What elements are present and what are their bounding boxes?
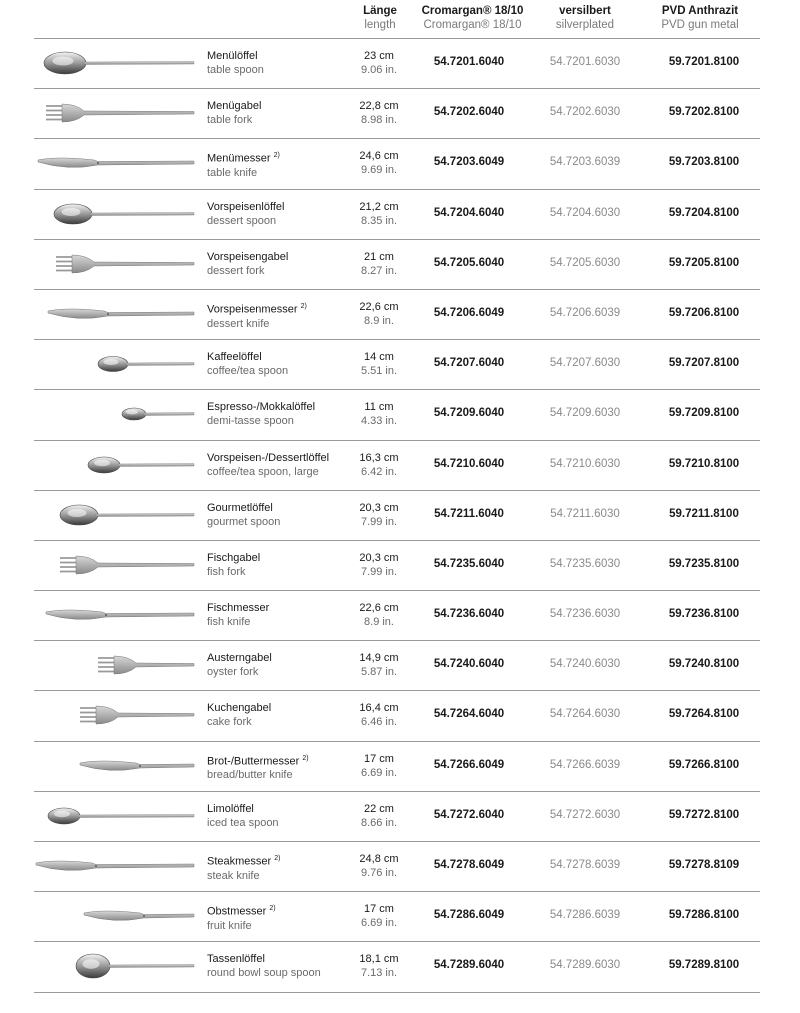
item-length bbox=[354, 149, 404, 177]
silverplated-article-number: 54.7272.6030 bbox=[549, 808, 621, 821]
item-name-de: Obstmesser $^{2)}$ bbox=[207, 905, 276, 918]
item-name-en: dessert knife bbox=[207, 317, 270, 330]
footnote-marker: 2) bbox=[302, 754, 309, 762]
item-name-de: Fischmesser bbox=[207, 602, 270, 615]
item-name-de: Fischgabel bbox=[207, 551, 261, 564]
silverplated-article-number: 54.7289.6030 bbox=[549, 959, 621, 972]
length-cm: 22,6 cm bbox=[359, 602, 399, 615]
item-name-en: dessert spoon bbox=[207, 214, 277, 227]
pvd-article-number: 59.7264.8100 bbox=[668, 708, 740, 721]
cromargan-article-number: 54.7207.6040 bbox=[433, 357, 505, 370]
item-names bbox=[207, 852, 281, 883]
length-in: 8.98 in. bbox=[360, 114, 398, 127]
pvd-article-number: 59.7201.8100 bbox=[668, 56, 740, 68]
length-in: 8.9 in. bbox=[364, 616, 394, 629]
item-length bbox=[354, 300, 404, 328]
item-name-en: table fork bbox=[207, 114, 253, 127]
table-row bbox=[34, 138, 760, 188]
silverplated-article-number: 54.7240.6030 bbox=[549, 658, 621, 671]
length-header-de: Länge bbox=[363, 5, 397, 17]
item-name-en: oyster fork bbox=[207, 666, 259, 679]
silverplated-header-en: silverplated bbox=[555, 19, 615, 31]
item-length bbox=[354, 902, 404, 930]
item-names bbox=[207, 400, 315, 428]
pvd-article-number: 59.7202.8100 bbox=[668, 106, 740, 119]
item-name-en: bread/butter knife bbox=[207, 769, 293, 782]
length-in: 6.69 in. bbox=[360, 917, 398, 930]
table-row bbox=[34, 38, 760, 88]
item-name-de: Vorspeisen-/Dessertlöffel bbox=[207, 451, 330, 464]
item-name-en: fruit knife bbox=[207, 919, 252, 932]
cromargan-article-number: 54.7204.6040 bbox=[433, 206, 505, 219]
item-names bbox=[207, 802, 279, 830]
item-name-de: Espresso-/Mokkalöffel bbox=[207, 401, 316, 414]
length-in: 8.66 in. bbox=[360, 816, 398, 829]
table-row bbox=[34, 891, 760, 941]
item-names bbox=[207, 752, 309, 783]
cromargan-article-number: 54.7272.6040 bbox=[433, 808, 505, 821]
item-names bbox=[207, 250, 288, 278]
item-length bbox=[354, 752, 404, 780]
item-name-en: fish fork bbox=[207, 565, 246, 578]
silverplated-article-number: 54.7205.6030 bbox=[549, 256, 621, 269]
table-row bbox=[34, 941, 760, 992]
cromargan-article-number: 54.7203.6049 bbox=[433, 156, 505, 169]
item-name-en: steak knife bbox=[207, 869, 260, 882]
item-name-de: Vorspeisengabel bbox=[207, 250, 289, 263]
silverplated-article-number: 54.7207.6030 bbox=[549, 357, 621, 370]
item-names bbox=[207, 601, 269, 629]
length-cm: 22,8 cm bbox=[359, 100, 399, 113]
pvd-article-number: 59.7266.8100 bbox=[668, 758, 740, 771]
item-length bbox=[354, 451, 404, 479]
length-cm: 17 cm bbox=[364, 903, 394, 916]
length-cm: 18,1 cm bbox=[359, 953, 399, 966]
item-name-en: gourmet spoon bbox=[207, 515, 281, 528]
silverplated-article-number: 54.7204.6030 bbox=[549, 206, 621, 219]
item-name-de: Kuchengabel bbox=[207, 702, 272, 715]
item-name-en: coffee/tea spoon bbox=[207, 365, 289, 378]
item-names bbox=[207, 701, 271, 729]
item-name-en: round bowl soup spoon bbox=[207, 967, 321, 980]
length-in: 8.35 in. bbox=[360, 214, 398, 227]
length-cm: 20,3 cm bbox=[359, 501, 399, 514]
silverplated-article-number: 54.7236.6030 bbox=[549, 608, 621, 621]
item-names bbox=[207, 501, 280, 529]
silverplated-header-de: versilbert bbox=[559, 5, 611, 17]
table-row bbox=[34, 741, 760, 791]
silverplated-article-number: 54.7206.6039 bbox=[549, 306, 621, 319]
table-row bbox=[34, 490, 760, 540]
pvd-article-number: 59.7205.8100 bbox=[668, 256, 740, 269]
silverplated-article-number: 54.7203.6039 bbox=[549, 156, 621, 169]
item-name-de: Kaffeelöffel bbox=[207, 351, 262, 364]
silverplated-article-number: 54.7235.6030 bbox=[549, 557, 621, 570]
item-length bbox=[354, 49, 404, 77]
cutlery-table bbox=[34, 38, 760, 993]
dessert-spoon-icon bbox=[34, 192, 196, 236]
item-length bbox=[354, 400, 404, 428]
length-cm: 22,6 cm bbox=[359, 300, 399, 313]
item-name-de: Austerngabel bbox=[207, 652, 272, 665]
table-row bbox=[34, 690, 760, 740]
pvd-article-number: 59.7289.8100 bbox=[668, 959, 740, 972]
table-row bbox=[34, 339, 760, 389]
item-name-de: Menügabel bbox=[207, 100, 262, 113]
length-in: 5.51 in. bbox=[360, 365, 398, 378]
pvd-article-number: 59.7240.8100 bbox=[668, 658, 740, 671]
footnote-marker: 2) bbox=[269, 905, 276, 913]
table-fork-icon bbox=[34, 91, 196, 135]
item-names bbox=[207, 902, 276, 933]
pvd-article-number: 59.7278.8109 bbox=[668, 859, 740, 871]
length-cm: 16,4 cm bbox=[359, 702, 399, 715]
large-tea-spoon-icon bbox=[34, 443, 196, 487]
butter-knife-icon bbox=[34, 744, 196, 788]
item-length bbox=[354, 601, 404, 629]
item-names bbox=[207, 551, 260, 579]
item-length bbox=[354, 551, 404, 579]
length-in: 6.46 in. bbox=[360, 716, 398, 729]
item-name-en: iced tea spoon bbox=[207, 816, 279, 829]
length-cm: 17 cm bbox=[364, 752, 394, 765]
cromargan-article-number: 54.7240.6040 bbox=[433, 658, 505, 671]
silverplated-article-number: 54.7211.6030 bbox=[550, 507, 620, 520]
item-names bbox=[207, 200, 284, 228]
length-header-en: length bbox=[364, 19, 396, 31]
fish-fork-icon bbox=[34, 543, 196, 587]
length-in: 4.33 in. bbox=[360, 415, 398, 428]
item-name-de: Menülöffel bbox=[207, 50, 258, 62]
item-names bbox=[207, 99, 261, 127]
pvd-header bbox=[650, 4, 750, 32]
pvd-header-de: PVD Anthrazit bbox=[661, 5, 739, 17]
item-name-en: coffee/tea spoon, large bbox=[207, 465, 319, 478]
item-length bbox=[354, 501, 404, 529]
item-names bbox=[207, 49, 264, 77]
footnote-marker: 2) bbox=[300, 302, 307, 310]
item-names bbox=[207, 451, 329, 479]
silverplated-article-number: 54.7209.6030 bbox=[549, 407, 621, 420]
cromargan-article-number: 54.7236.6040 bbox=[433, 608, 505, 621]
length-cm: 21,2 cm bbox=[359, 200, 399, 213]
table-spoon-icon bbox=[34, 41, 196, 85]
pvd-article-number: 59.7211.8100 bbox=[669, 507, 739, 520]
item-length bbox=[354, 952, 404, 980]
item-names bbox=[207, 651, 272, 679]
item-length bbox=[354, 651, 404, 679]
item-name-en: dessert fork bbox=[207, 264, 265, 277]
cromargan-article-number: 54.7206.6049 bbox=[433, 306, 505, 319]
pvd-article-number: 59.7209.8100 bbox=[668, 407, 740, 420]
item-name-de: Vorspeisenmesser $^{2)}$ bbox=[207, 302, 307, 316]
cromargan-article-number: 54.7289.6040 bbox=[433, 959, 505, 972]
item-length bbox=[354, 250, 404, 278]
length-cm: 16,3 cm bbox=[359, 451, 399, 464]
length-in: 9.76 in. bbox=[360, 867, 398, 879]
table-row bbox=[34, 189, 760, 239]
length-cm: 11 cm bbox=[364, 401, 394, 414]
silverplated-article-number: 54.7264.6030 bbox=[549, 708, 621, 721]
table-row bbox=[34, 239, 760, 289]
item-length bbox=[354, 350, 404, 378]
table-row bbox=[34, 540, 760, 590]
cromargan-header-en: Cromargan® 18/10 bbox=[423, 19, 522, 31]
cromargan-article-number: 54.7278.6049 bbox=[433, 859, 505, 871]
item-name-de: Tassenlöffel bbox=[207, 953, 265, 966]
cromargan-article-number: 54.7209.6040 bbox=[433, 407, 505, 420]
length-in: 8.27 in. bbox=[360, 264, 398, 277]
item-length bbox=[354, 802, 404, 830]
item-name-de: Vorspeisenlöffel bbox=[207, 200, 285, 213]
item-name-en: cake fork bbox=[207, 716, 252, 729]
item-length bbox=[354, 200, 404, 228]
item-names bbox=[207, 300, 307, 331]
table-row bbox=[34, 791, 760, 841]
pvd-article-number: 59.7236.8100 bbox=[668, 608, 740, 621]
item-names bbox=[207, 149, 280, 180]
item-length bbox=[354, 701, 404, 729]
length-in: 9.69 in. bbox=[360, 164, 398, 177]
cromargan-article-number: 54.7264.6040 bbox=[433, 708, 505, 721]
pvd-article-number: 59.7206.8100 bbox=[668, 306, 740, 319]
length-in: 9.06 in. bbox=[360, 64, 398, 76]
silverplated-article-number: 54.7266.6039 bbox=[549, 758, 621, 771]
length-in: 5.87 in. bbox=[360, 666, 398, 679]
item-name-en: table spoon bbox=[207, 64, 264, 76]
pvd-article-number: 59.7204.8100 bbox=[668, 206, 740, 219]
length-cm: 23 cm bbox=[364, 50, 394, 62]
length-in: 7.99 in. bbox=[360, 515, 398, 528]
length-in: 7.99 in. bbox=[360, 565, 398, 578]
fish-knife-icon bbox=[34, 593, 196, 637]
iced-tea-spoon-icon bbox=[34, 794, 196, 838]
length-cm: 20,3 cm bbox=[359, 551, 399, 564]
coffee-spoon-icon bbox=[34, 342, 196, 386]
table-header bbox=[0, 4, 800, 40]
item-name-de: Limolöffel bbox=[207, 802, 254, 815]
length-cm: 24,8 cm bbox=[359, 853, 399, 865]
length-cm: 14,9 cm bbox=[359, 652, 399, 665]
pvd-article-number: 59.7235.8100 bbox=[668, 557, 740, 570]
silverplated-article-number: 54.7286.6039 bbox=[549, 909, 621, 922]
silverplated-article-number: 54.7202.6030 bbox=[549, 106, 621, 119]
cromargan-article-number: 54.7266.6049 bbox=[433, 758, 505, 771]
silverplated-article-number: 54.7210.6030 bbox=[549, 457, 621, 470]
cromargan-article-number: 54.7205.6040 bbox=[433, 256, 505, 269]
item-names bbox=[207, 952, 321, 980]
soup-spoon-icon bbox=[34, 944, 196, 988]
item-names bbox=[207, 350, 288, 378]
pvd-article-number: 59.7207.8100 bbox=[668, 357, 740, 370]
pvd-article-number: 59.7286.8100 bbox=[668, 909, 740, 922]
silverplated-header bbox=[535, 4, 635, 32]
table-row bbox=[34, 289, 760, 339]
silverplated-article-number: 54.7278.6039 bbox=[549, 859, 621, 871]
length-cm: 22 cm bbox=[364, 802, 394, 815]
length-header bbox=[345, 4, 415, 32]
cake-fork-icon bbox=[34, 693, 196, 737]
fruit-knife-icon bbox=[34, 894, 196, 938]
table-knife-icon bbox=[34, 141, 196, 185]
cromargan-article-number: 54.7210.6040 bbox=[433, 457, 505, 470]
cromargan-article-number: 54.7211.6040 bbox=[434, 507, 504, 520]
table-row bbox=[34, 88, 760, 138]
length-cm: 24,6 cm bbox=[359, 150, 399, 163]
cromargan-header bbox=[410, 4, 535, 32]
length-cm: 14 cm bbox=[364, 351, 394, 364]
item-name-de: Brot-/Buttermesser $^{2)}$ bbox=[207, 754, 309, 768]
table-row bbox=[34, 389, 760, 439]
item-length bbox=[354, 99, 404, 127]
item-name-en: table knife bbox=[207, 167, 258, 180]
length-cm: 21 cm bbox=[364, 250, 394, 263]
pvd-article-number: 59.7210.8100 bbox=[668, 457, 740, 470]
length-in: 6.42 in. bbox=[360, 465, 398, 478]
cromargan-article-number: 54.7286.6049 bbox=[433, 909, 505, 922]
item-name-de: Steakmesser $^{2)}$ bbox=[207, 855, 281, 868]
item-name-en: demi-tasse spoon bbox=[207, 415, 294, 428]
footnote-marker: 2) bbox=[274, 855, 281, 862]
table-row bbox=[34, 640, 760, 690]
item-name-de: Menümesser $^{2)}$ bbox=[207, 152, 280, 166]
dessert-fork-icon bbox=[34, 242, 196, 286]
cromargan-article-number: 54.7201.6040 bbox=[433, 56, 505, 68]
pvd-article-number: 59.7272.8100 bbox=[668, 808, 740, 821]
footnote-marker: 2) bbox=[273, 152, 280, 160]
steak-knife-icon bbox=[34, 844, 196, 888]
cromargan-article-number: 54.7235.6040 bbox=[433, 557, 505, 570]
pvd-header-en: PVD gun metal bbox=[661, 19, 739, 31]
table-row bbox=[34, 440, 760, 490]
length-in: 7.13 in. bbox=[360, 967, 398, 980]
pvd-article-number: 59.7203.8100 bbox=[668, 156, 740, 169]
gourmet-spoon-icon bbox=[34, 493, 196, 537]
item-name-de: Gourmetlöffel bbox=[207, 501, 273, 514]
item-length bbox=[354, 852, 404, 880]
cromargan-header-de: Cromargan® 18/10 bbox=[421, 5, 524, 17]
silverplated-article-number: 54.7201.6030 bbox=[549, 56, 621, 68]
table-row bbox=[34, 841, 760, 891]
oyster-fork-icon bbox=[34, 643, 196, 687]
dessert-knife-icon bbox=[34, 292, 196, 336]
cromargan-article-number: 54.7202.6040 bbox=[433, 106, 505, 119]
length-in: 8.9 in. bbox=[364, 314, 394, 327]
item-name-en: fish knife bbox=[207, 616, 251, 629]
espresso-spoon-icon bbox=[34, 392, 196, 436]
table-row bbox=[34, 590, 760, 640]
length-in: 6.69 in. bbox=[360, 766, 398, 779]
